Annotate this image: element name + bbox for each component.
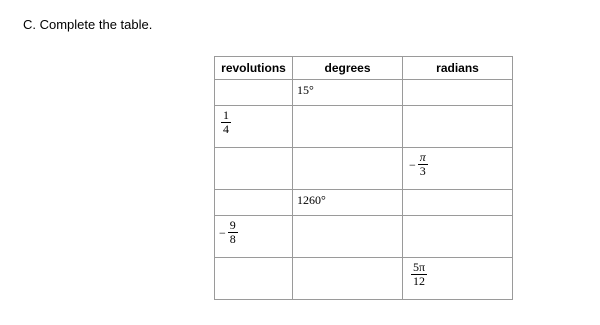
table-row xyxy=(215,190,513,216)
cell-revolutions-empty[interactable] xyxy=(215,190,293,216)
cell-degrees-value: 15° xyxy=(293,80,403,106)
fraction-stack xyxy=(228,219,238,246)
fraction-denominator: 3 xyxy=(419,164,426,178)
table-row xyxy=(215,216,513,258)
fraction-denominator: 8 xyxy=(229,232,236,246)
fraction-sign: − xyxy=(409,157,416,172)
header-revolutions: revolutions xyxy=(215,57,293,80)
fraction-sign: − xyxy=(219,225,226,240)
fraction xyxy=(409,151,428,178)
fraction-numerator: 9 xyxy=(229,218,236,232)
cell-degrees-empty[interactable] xyxy=(293,216,403,258)
table-row xyxy=(215,258,513,300)
fraction-stack xyxy=(418,151,428,178)
cell-revolutions-value xyxy=(215,216,293,258)
cell-radians-value xyxy=(403,148,513,190)
cell-radians-empty[interactable] xyxy=(403,80,513,106)
fraction xyxy=(219,219,238,246)
table-header-row xyxy=(215,57,513,80)
table-row xyxy=(215,106,513,148)
header-degrees: degrees xyxy=(293,57,403,80)
header-radians: radians xyxy=(403,57,513,80)
cell-degrees-value: 1260° xyxy=(293,190,403,216)
fraction-denominator: 4 xyxy=(223,122,229,136)
conversion-table-container xyxy=(214,56,513,300)
cell-degrees-empty[interactable] xyxy=(293,106,403,148)
cell-radians-empty[interactable] xyxy=(403,106,513,148)
instruction-text: C. Complete the table. xyxy=(23,17,153,32)
conversion-table xyxy=(214,56,513,300)
fraction-numerator: 1 xyxy=(223,108,229,122)
fraction-numerator: π xyxy=(419,150,426,164)
cell-revolutions-empty[interactable] xyxy=(215,148,293,190)
fraction xyxy=(219,109,231,136)
cell-revolutions-empty[interactable] xyxy=(215,258,293,300)
cell-radians-empty[interactable] xyxy=(403,190,513,216)
fraction-denominator: 12 xyxy=(413,274,426,288)
cell-radians-value xyxy=(403,258,513,300)
fraction-stack xyxy=(411,261,427,288)
cell-degrees-empty[interactable] xyxy=(293,258,403,300)
table-row xyxy=(215,80,513,106)
fraction xyxy=(409,261,427,288)
table-row xyxy=(215,148,513,190)
fraction-numerator: 5π xyxy=(413,260,426,274)
cell-degrees-empty[interactable] xyxy=(293,148,403,190)
cell-revolutions-value xyxy=(215,106,293,148)
cell-radians-empty[interactable] xyxy=(403,216,513,258)
cell-revolutions-empty[interactable] xyxy=(215,80,293,106)
fraction-stack xyxy=(221,109,231,136)
